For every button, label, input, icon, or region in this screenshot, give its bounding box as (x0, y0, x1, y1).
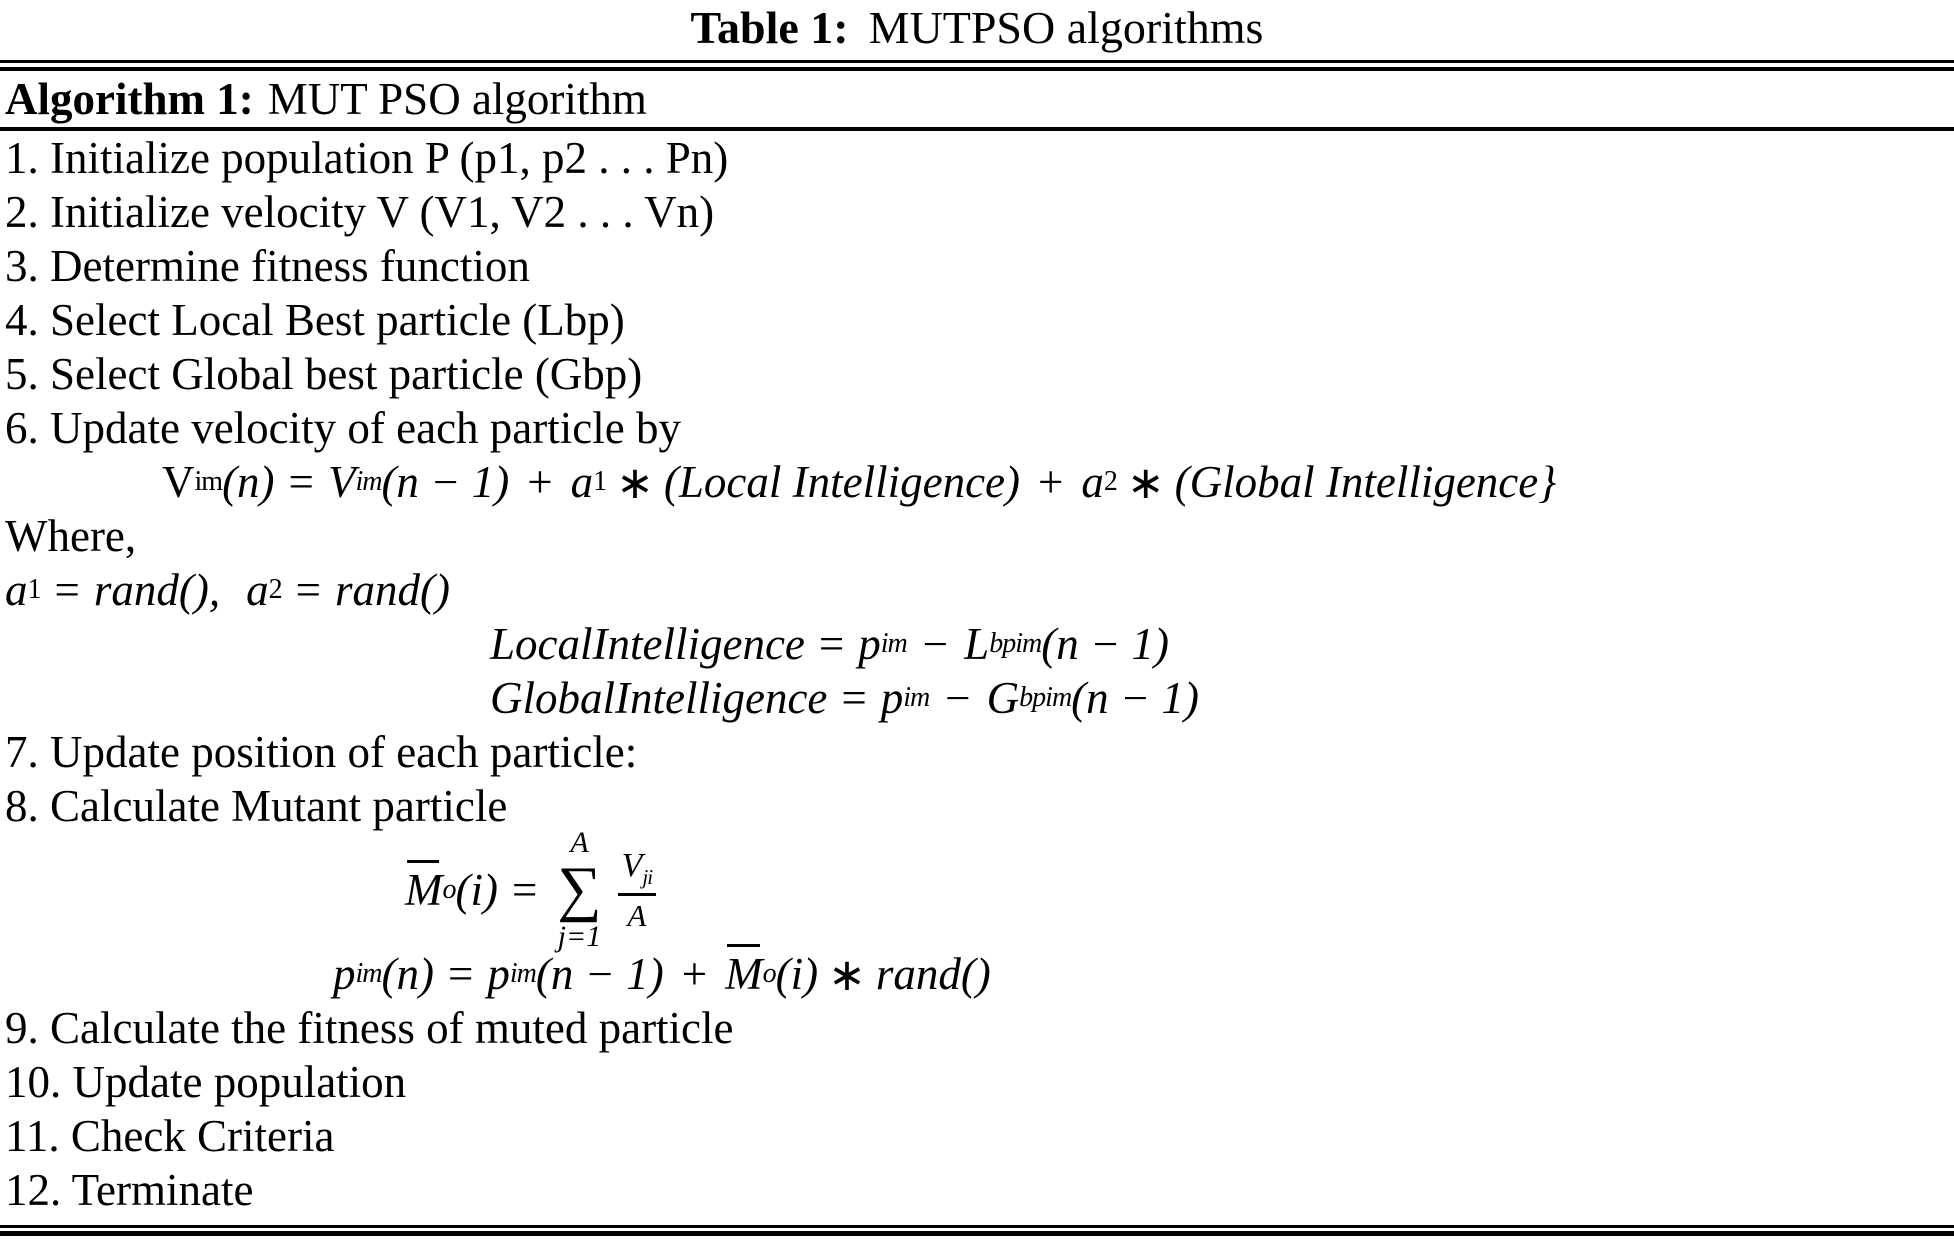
asterisk-operator-2: ∗ (1126, 457, 1165, 508)
coef-a2: a (1081, 457, 1104, 507)
table-caption-label: Table 1: (690, 2, 849, 53)
equals-sign: = (818, 619, 845, 669)
p2-sub: im (509, 958, 536, 989)
algorithm-header (0, 71, 1954, 127)
step-3: 3. Determine fitness function (5, 241, 530, 291)
p-var: p (880, 673, 904, 723)
frac-num-sub: ji (642, 865, 653, 889)
velocity-lhs-sub: im (194, 466, 223, 497)
equals-sign: = (295, 565, 322, 615)
equation-local-intelligence (0, 617, 1954, 671)
M-sub: o (442, 874, 456, 905)
coef-a2-sub: 2 (1103, 466, 1117, 497)
algorithm-body (0, 131, 1954, 1217)
step-6: 6. Update velocity of each particle by (5, 403, 681, 453)
step-8: 8. Calculate Mutant particle (5, 781, 508, 831)
p2-args: (n − 1) (535, 949, 664, 999)
M-bar-var: M (725, 949, 763, 999)
equation-position (0, 947, 1954, 1001)
velocity-lhs-args: (n) (222, 457, 275, 507)
equals-sign: = (54, 565, 80, 615)
sum-upper-limit: A (570, 825, 589, 859)
equation-velocity (0, 455, 1954, 509)
p1-var: p (333, 949, 356, 999)
equals-sign: = (511, 865, 538, 915)
step-2: 2. Initialize velocity V (V1, V2 . . . Vn) (5, 187, 715, 237)
a1-var: a (5, 565, 28, 615)
a1-sub: 1 (27, 574, 41, 605)
global-intelligence-term: (Global Intelligence} (1174, 457, 1557, 507)
M-args: (i) (775, 949, 819, 999)
fraction-denominator: A (627, 898, 647, 933)
step-9: 9. Calculate the fitness of muted particle (5, 1003, 734, 1053)
step-10: 10. Update population (5, 1057, 407, 1107)
M-bar-var: M (405, 865, 443, 915)
sum-lower-limit: j=1 (557, 920, 602, 954)
local-intelligence-name: LocalIntelligence (490, 619, 805, 669)
sigma-symbol: ∑ (557, 854, 602, 923)
equals-sign: = (447, 949, 474, 999)
coef-a1-sub: 1 (593, 466, 607, 497)
L-sub: bpim (989, 628, 1042, 659)
a2-sub: 2 (268, 574, 282, 605)
bottom-rule-thick (0, 1231, 1954, 1236)
table-caption-title: MUTPSO algorithms (868, 2, 1264, 53)
G-var: G (986, 673, 1020, 723)
rand-call-2: rand() (335, 565, 450, 615)
velocity-lhs: V (162, 457, 195, 507)
where-label: Where, (5, 511, 137, 561)
minus-sign: − (945, 673, 971, 723)
a2-var: a (246, 565, 269, 615)
step-12: 12. Terminate (5, 1165, 254, 1215)
step-4: 4. Select Local Best particle (Lbp) (5, 295, 625, 345)
velocity-rhs-sub: im (355, 466, 382, 497)
fraction-numerator (618, 849, 656, 896)
rand-call-1: rand(), (93, 565, 221, 615)
equation-mutant (0, 825, 1954, 954)
global-intelligence-name: GlobalIntelligence (490, 673, 828, 723)
rand-call: rand() (875, 949, 991, 999)
step-11: 11. Check Criteria (5, 1111, 335, 1161)
p1-args: (n) (381, 949, 434, 999)
p-sub: im (880, 628, 907, 659)
velocity-rhs: V (327, 457, 356, 507)
L-var: L (964, 619, 990, 669)
summation-construct (557, 825, 602, 954)
L-args: (n − 1) (1041, 619, 1170, 669)
p1-sub: im (355, 958, 382, 989)
fraction-construct (618, 849, 656, 931)
equals-sign: = (288, 457, 314, 507)
bottom-rule-group (0, 1225, 1954, 1236)
step-7: 7. Update position of each particle: (5, 727, 638, 777)
plus-sign: + (527, 457, 553, 507)
plus-sign: + (681, 949, 708, 999)
equation-rand (0, 563, 1954, 617)
p2-var: p (487, 949, 510, 999)
M-sub: o (762, 958, 776, 989)
velocity-rhs-args: (n − 1) (381, 457, 510, 507)
G-args: (n − 1) (1071, 673, 1200, 723)
local-intelligence-term: (Local Intelligence) (663, 457, 1021, 507)
step-5: 5. Select Global best particle (Gbp) (5, 349, 643, 399)
step-1: 1. Initialize population P (p1, p2 . . . Pn) (5, 133, 729, 183)
asterisk-operator: ∗ (828, 949, 866, 1000)
G-sub: bpim (1019, 682, 1072, 713)
asterisk-operator: ∗ (616, 457, 654, 508)
table-caption (0, 0, 1954, 60)
plus-sign-2: + (1038, 457, 1064, 507)
coef-a1: a (570, 457, 594, 507)
minus-sign: − (922, 619, 949, 669)
M-args: (i) (455, 865, 498, 915)
p-sub: im (903, 682, 930, 713)
equals-sign: = (841, 673, 867, 723)
frac-num-var: V (621, 847, 643, 884)
equation-global-intelligence (0, 671, 1954, 725)
algorithm-header-title: MUT PSO algorithm (267, 74, 647, 124)
p-var: p (858, 619, 881, 669)
algorithm-header-label: Algorithm 1: (5, 74, 254, 124)
